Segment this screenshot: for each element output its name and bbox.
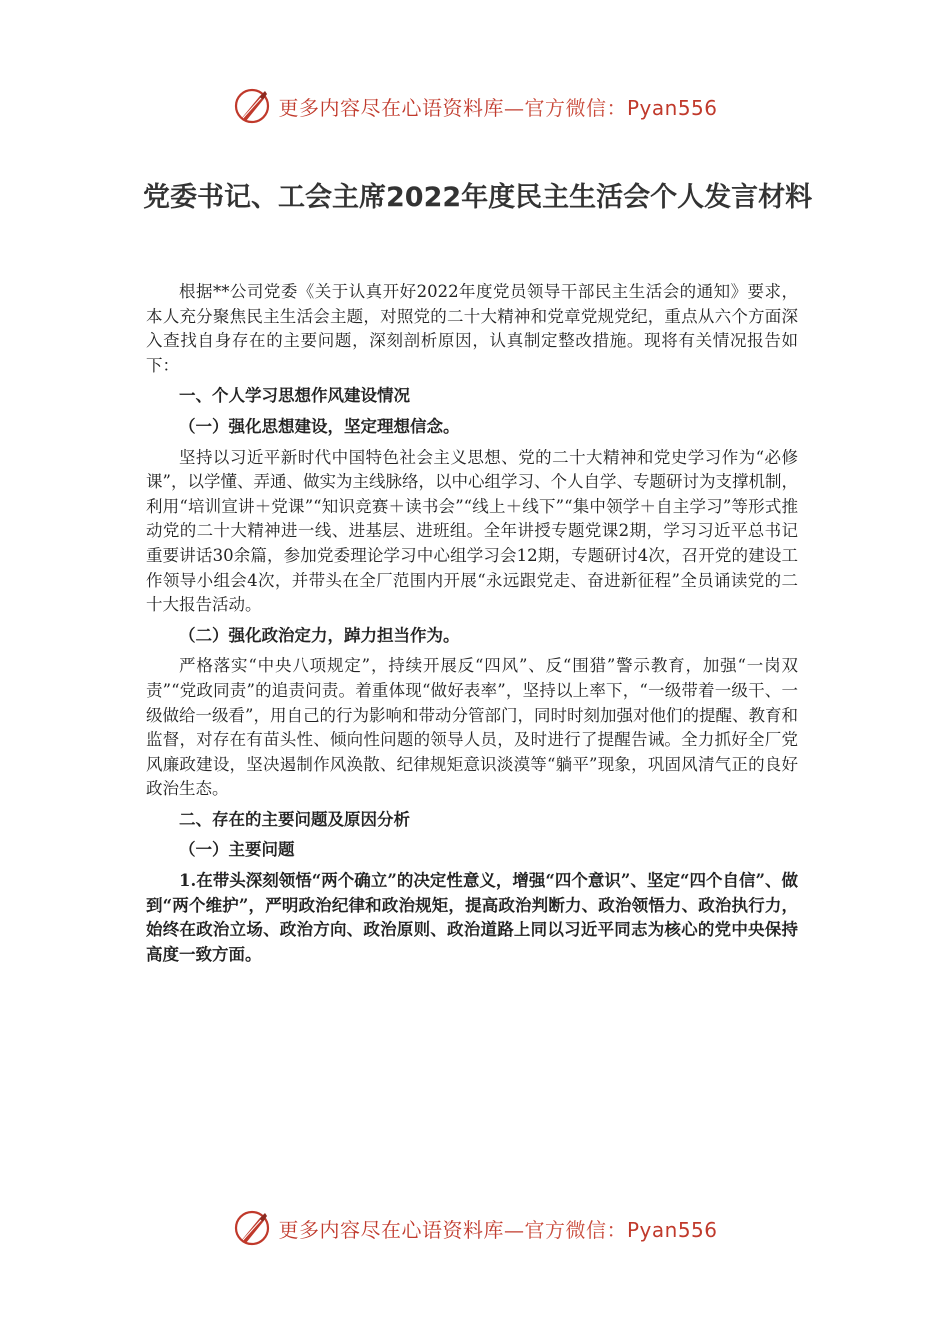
watermark-text: [278, 1214, 717, 1243]
watermark-banner-top: [0, 84, 950, 128]
section1-sub2-heading: （二）强化政治定力，踔力担当作为。: [179, 625, 460, 645]
section1-sub1-heading: （一）强化思想建设，坚定理想信念。: [179, 416, 460, 436]
watermark-text: [278, 92, 717, 121]
document-title: 党委书记、工会主席2022年度民主生活会个人发言材料: [143, 182, 813, 213]
watermark-main: 更多内容尽在心语资料库—: [278, 1217, 525, 1242]
pen-nib-logo-icon: [232, 1208, 272, 1248]
section1-sub2-body: 严格落实“中央八项规定”，持续开展反“四风”、反“围猎”警示教育，加强“一岗双责”“党政同责”的追责问责。着重体现“做好表率”，坚持以上率下，“一级带着一级干、一级做给一级看”，用自己的行为影响和带动分管部门，同时时刻加强对他们的提醒、教育和监督，对存在有苗头性、倾向性问题的领导人员，及时进行了提醒告诫。全力抓好全厂党风廉政建设，坚决遏制作风涣散、纪律规矩意识淡漠等“躺平”现象，巩固风清气正的良好政治生态。: [146, 656, 798, 799]
watermark-banner-bottom: [0, 1206, 950, 1250]
section2-item1: 1.在带头深刻领悟“两个确立”的决定性意义，增强“四个意识”、坚定“四个自信”、做到“两个维护”，严明政治纪律和政治规矩，提高政治判断力、政治领悟力、政治执行力，始终在政治立场、政治方向、政治原则、政治道路上同以习近平同志为核心的党中央保持高度一致方面。: [146, 871, 798, 964]
document-body: [146, 280, 798, 967]
watermark-main: 更多内容尽在心语资料库—: [278, 95, 525, 120]
watermark-wechat-label: 官方微信：: [524, 1217, 627, 1242]
watermark-wechat-id: Pyan556: [626, 95, 718, 120]
section2-heading: 二、存在的主要问题及原因分析: [179, 809, 410, 829]
watermark-wechat-id: Pyan556: [626, 1217, 718, 1242]
intro-paragraph: 根据**公司党委《关于认真开好2022年度党员领导干部民主生活会的通知》要求，本人充分聚焦民主生活会主题，对照党的二十大精神和党章党规党纪，重点从六个方面深入查找自身存在的主要问题，深刻剖析原因，认真制定整改措施。现将有关情况报告如下：: [146, 282, 798, 375]
section1-sub1-body: 坚持以习近平新时代中国特色社会主义思想、党的二十大精神和党史学习作为“必修课”，以学懂、弄通、做实为主线脉络，以中心组学习、个人自学、专题研讨为支撑机制，利用“培训宣讲＋党课”“知识竞赛＋读书会”“线上＋线下”“集中领学＋自主学习”等形式推动党的二十大精神进一线、进基层、进班组。全年讲授专题党课2期，学习习近平总书记重要讲话30余篇，参加党委理论学习中心组学习会12期，专题研讨4次，召开党的建设工作领导小组会4次，并带头在全厂范围内开展“永远跟党走、奋进新征程”全员诵读党的二十大报告活动。: [146, 447, 798, 615]
watermark-wechat-label: 官方微信：: [524, 95, 627, 120]
section2-sub1-heading: （一）主要问题: [179, 840, 295, 860]
pen-nib-logo-icon: [232, 86, 272, 126]
section1-heading: 一、个人学习思想作风建设情况: [179, 386, 410, 406]
